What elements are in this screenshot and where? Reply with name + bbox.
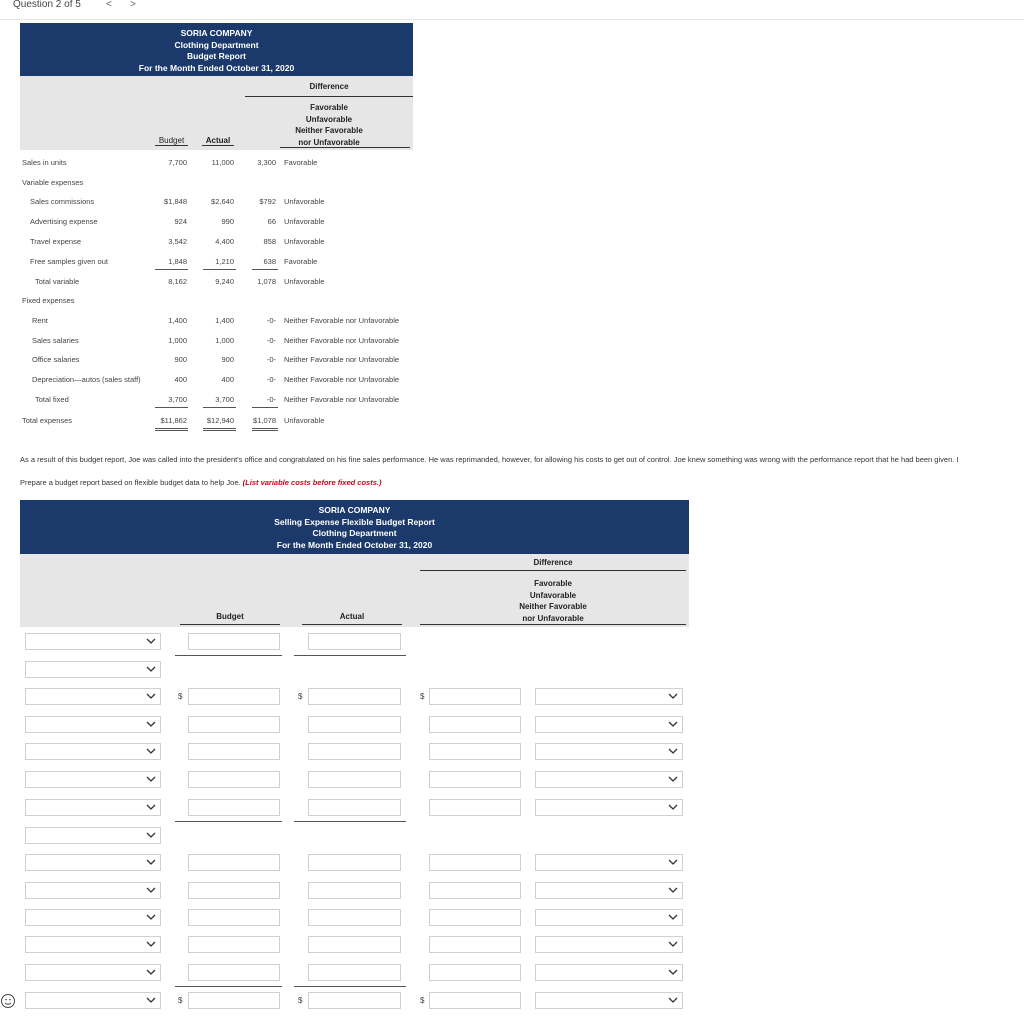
next-question-button[interactable]: > <box>130 0 136 10</box>
row-status: Neither Favorable nor Unfavorable <box>284 395 400 404</box>
flex-col-actual-header: Actual <box>339 612 365 621</box>
flex-diff-unfavorable: Unfavorable <box>529 590 577 600</box>
flex-diff-favorable: Favorable <box>534 579 572 588</box>
chevron-down-icon <box>668 802 678 812</box>
row-budget-value: 3,542 <box>168 237 187 246</box>
row-label: Variable expenses <box>22 178 84 187</box>
sum-underline <box>175 821 282 822</box>
difference-amount-input[interactable] <box>429 882 521 899</box>
row-label: Office salaries <box>32 355 80 364</box>
row-actual-value: 3,700 <box>215 395 234 404</box>
row-status: Neither Favorable nor Unfavorable <box>284 336 400 345</box>
report-title: Budget Report <box>186 51 247 61</box>
row-budget-value: 1,848 <box>168 257 187 266</box>
budget-amount-input[interactable] <box>188 716 280 733</box>
row-actual-value: 4,400 <box>215 237 234 246</box>
difference-status-dropdown[interactable] <box>535 936 683 953</box>
flex-report-title: Selling Expense Flexible Budget Report <box>274 516 435 527</box>
actual-amount-input[interactable] <box>308 633 401 650</box>
chevron-down-icon <box>146 857 156 867</box>
row-budget-value: 400 <box>174 375 187 384</box>
row-diff-value: 858 <box>263 237 276 246</box>
total-double-underline <box>252 430 278 431</box>
sum-underline <box>252 269 278 270</box>
actual-amount-input[interactable] <box>308 909 401 926</box>
row-status: Neither Favorable nor Unfavorable <box>284 375 400 384</box>
currency-symbol: $ <box>420 996 425 1005</box>
actual-amount-input[interactable] <box>308 771 401 788</box>
chevron-down-icon <box>146 995 156 1005</box>
sum-underline <box>294 655 406 656</box>
total-double-underline <box>155 428 188 429</box>
instruction-hint: (List variable costs before fixed costs.) <box>242 478 382 487</box>
budget-amount-input[interactable] <box>188 854 280 871</box>
row-label-dropdown[interactable] <box>25 799 161 816</box>
row-label-dropdown[interactable] <box>25 882 161 899</box>
col-budget-header: Budget <box>155 136 188 146</box>
diff-favorable: Favorable <box>310 103 348 112</box>
question-counter: Question 2 of 5 <box>13 0 81 10</box>
instruction-text: Prepare a budget report based on flexible budget data to help Joe. <box>20 478 241 487</box>
row-actual-value: 400 <box>221 375 234 384</box>
difference-header: Difference <box>309 82 349 91</box>
row-actual-value: $12,940 <box>206 416 234 425</box>
row-label: Sales in units <box>22 158 67 167</box>
chevron-down-icon <box>668 691 678 701</box>
difference-status-dropdown[interactable] <box>535 688 683 705</box>
difference-amount-input[interactable] <box>429 799 521 816</box>
budget-amount-input[interactable] <box>188 771 280 788</box>
row-actual-value: 1,210 <box>215 257 234 266</box>
sum-underline <box>252 407 278 408</box>
sum-underline <box>294 986 406 987</box>
diff-nor: nor Unfavorable <box>298 137 360 147</box>
currency-symbol: $ <box>298 692 303 701</box>
flex-difference-header: Difference <box>533 558 573 567</box>
chevron-down-icon <box>146 719 156 729</box>
difference-amount-input[interactable] <box>429 771 521 788</box>
company-name: SORIA COMPANY <box>180 28 253 38</box>
diff-unfavorable: Unfavorable <box>305 114 353 124</box>
budget-amount-input[interactable] <box>188 799 280 816</box>
col-actual-header: Actual <box>202 136 234 146</box>
row-label-dropdown[interactable] <box>25 854 161 871</box>
row-label: Total variable <box>35 277 80 286</box>
chevron-down-icon <box>146 885 156 895</box>
difference-status-dropdown[interactable] <box>535 909 683 926</box>
row-actual-value: 900 <box>221 355 234 364</box>
total-double-underline <box>203 428 236 429</box>
row-diff-value: -0- <box>266 336 276 345</box>
row-status: Favorable <box>284 257 318 266</box>
sum-underline <box>175 655 282 656</box>
row-diff-value: $1,078 <box>253 416 276 425</box>
difference-status-dropdown[interactable] <box>535 964 683 981</box>
budget-amount-input[interactable] <box>188 909 280 926</box>
row-label-dropdown[interactable] <box>25 992 161 1009</box>
row-diff-value: -0- <box>266 375 276 384</box>
row-label: Sales commissions <box>30 197 95 206</box>
row-diff-value: 1,078 <box>257 277 276 286</box>
difference-amount-input[interactable] <box>429 964 521 981</box>
budget-amount-input[interactable] <box>188 743 280 760</box>
chevron-down-icon <box>146 636 156 646</box>
divider <box>245 96 413 97</box>
currency-symbol: $ <box>298 996 303 1005</box>
chevron-down-icon <box>668 746 678 756</box>
sum-underline <box>155 407 188 408</box>
row-diff-value: 638 <box>263 257 276 266</box>
total-double-underline <box>203 430 236 431</box>
sum-underline <box>155 269 188 270</box>
row-budget-value: 3,700 <box>168 395 187 404</box>
difference-subheader <box>245 102 413 148</box>
budget-amount-input[interactable] <box>188 992 280 1009</box>
row-diff-value: 66 <box>267 217 276 226</box>
row-status: Unfavorable <box>284 197 325 206</box>
difference-status-dropdown[interactable] <box>535 771 683 788</box>
helper-face-icon[interactable] <box>0 993 16 1009</box>
row-label-dropdown[interactable] <box>25 936 161 953</box>
row-label-dropdown[interactable] <box>25 661 161 678</box>
difference-amount-input[interactable] <box>429 854 521 871</box>
row-actual-value: 9,240 <box>215 277 234 286</box>
difference-amount-input[interactable] <box>429 688 521 705</box>
budget-amount-input[interactable] <box>188 936 280 953</box>
row-actual-value: 1,400 <box>215 316 234 325</box>
sum-underline <box>203 269 236 270</box>
difference-status-dropdown[interactable] <box>535 716 683 733</box>
difference-status-dropdown[interactable] <box>535 882 683 899</box>
top-nav-bar <box>0 0 1024 20</box>
divider <box>302 624 402 625</box>
flex-diff-neither: Neither Favorable <box>519 602 587 611</box>
row-budget-value: 900 <box>174 355 187 364</box>
row-diff-value: 3,300 <box>257 158 276 167</box>
row-budget-value: $11,862 <box>160 416 187 425</box>
chevron-down-icon <box>668 885 678 895</box>
report-period: For the Month Ended October 31, 2020 <box>138 62 295 73</box>
chevron-down-icon <box>668 857 678 867</box>
row-status: Unfavorable <box>284 416 325 425</box>
row-label: Fixed expenses <box>22 296 75 305</box>
chevron-down-icon <box>668 939 678 949</box>
chevron-down-icon <box>668 719 678 729</box>
row-budget-value: 7,700 <box>168 158 187 167</box>
actual-amount-input[interactable] <box>308 743 401 760</box>
chevron-down-icon <box>146 691 156 701</box>
row-budget-value: 924 <box>174 217 187 226</box>
difference-status-dropdown[interactable] <box>535 799 683 816</box>
chevron-down-icon <box>668 774 678 784</box>
department-name: Clothing Department <box>174 39 259 50</box>
currency-symbol: $ <box>178 692 183 701</box>
row-budget-value: 1,000 <box>168 336 187 345</box>
budget-amount-input[interactable] <box>188 633 280 650</box>
row-label-dropdown[interactable] <box>25 827 161 844</box>
chevron-down-icon <box>668 912 678 922</box>
actual-amount-input[interactable] <box>308 854 401 871</box>
row-actual-value: 11,000 <box>211 158 234 167</box>
row-label-dropdown[interactable] <box>25 771 161 788</box>
total-double-underline <box>252 428 278 429</box>
total-double-underline <box>155 430 188 431</box>
chevron-down-icon <box>146 664 156 674</box>
actual-amount-input[interactable] <box>308 992 401 1009</box>
chevron-down-icon <box>668 995 678 1005</box>
row-diff-value: -0- <box>266 395 276 404</box>
difference-amount-input[interactable] <box>429 716 521 733</box>
diff-neither: Neither Favorable <box>295 126 363 135</box>
difference-status-dropdown[interactable] <box>535 992 683 1009</box>
difference-status-dropdown[interactable] <box>535 743 683 760</box>
chevron-down-icon <box>146 774 156 784</box>
row-diff-value: -0- <box>266 355 276 364</box>
chevron-down-icon <box>146 830 156 840</box>
difference-amount-input[interactable] <box>429 743 521 760</box>
chevron-down-icon <box>146 967 156 977</box>
divider <box>280 147 410 148</box>
divider <box>420 624 686 625</box>
row-label-dropdown[interactable] <box>25 909 161 926</box>
row-diff-value: $792 <box>259 197 276 206</box>
row-label: Sales salaries <box>32 336 79 345</box>
chevron-down-icon <box>146 912 156 922</box>
row-label-dropdown[interactable] <box>25 716 161 733</box>
chevron-down-icon <box>146 746 156 756</box>
budget-amount-input[interactable] <box>188 688 280 705</box>
instruction-paragraph <box>20 478 381 487</box>
budget-report-header <box>20 23 413 76</box>
difference-amount-input[interactable] <box>429 936 521 953</box>
currency-symbol: $ <box>178 996 183 1005</box>
row-status: Neither Favorable nor Unfavorable <box>284 316 400 325</box>
difference-amount-input[interactable] <box>429 909 521 926</box>
sum-underline <box>175 986 282 987</box>
row-label-dropdown[interactable] <box>25 688 161 705</box>
divider <box>420 570 686 571</box>
row-label-dropdown[interactable] <box>25 633 161 650</box>
sum-underline <box>203 407 236 408</box>
flex-report-period: For the Month Ended October 31, 2020 <box>276 539 433 550</box>
row-status: Favorable <box>284 158 318 167</box>
flex-col-budget-header: Budget <box>216 612 244 621</box>
row-budget-value: 8,162 <box>168 277 187 286</box>
flex-department-name: Clothing Department <box>312 528 397 538</box>
budget-amount-input[interactable] <box>188 964 280 981</box>
row-label: Total fixed <box>35 395 69 404</box>
divider <box>180 624 280 625</box>
row-actual-value: 1,000 <box>215 336 234 345</box>
actual-amount-input[interactable] <box>308 882 401 899</box>
row-label: Advertising expense <box>30 217 98 226</box>
budget-amount-input[interactable] <box>188 882 280 899</box>
row-label: Rent <box>32 316 48 325</box>
difference-amount-input[interactable] <box>429 992 521 1009</box>
chevron-down-icon <box>146 939 156 949</box>
actual-amount-input[interactable] <box>308 964 401 981</box>
row-diff-value: -0- <box>266 316 276 325</box>
flex-diff-nor: nor Unfavorable <box>522 613 584 623</box>
row-actual-value: $2,640 <box>211 197 234 206</box>
row-label-dropdown[interactable] <box>25 743 161 760</box>
actual-amount-input[interactable] <box>308 716 401 733</box>
row-budget-value: 1,400 <box>168 316 187 325</box>
scenario-paragraph: As a result of this budget report, Joe was called into the president's office and congratulated on his fine sales performance. He was reprimanded, however, for allowing his costs to get out of control. Joe knew something was wrong with the performance report that he had been given. I <box>20 455 959 464</box>
row-status: Neither Favorable nor Unfavorable <box>284 355 400 364</box>
flex-company-name: SORIA COMPANY <box>318 505 391 515</box>
sum-underline <box>294 821 406 822</box>
row-label: Total expenses <box>22 416 73 425</box>
row-status: Unfavorable <box>284 277 325 286</box>
row-status: Unfavorable <box>284 217 325 226</box>
actual-amount-input[interactable] <box>308 799 401 816</box>
actual-amount-input[interactable] <box>308 688 401 705</box>
chevron-down-icon <box>668 967 678 977</box>
flex-report-header <box>20 500 689 554</box>
row-actual-value: 990 <box>221 217 234 226</box>
difference-status-dropdown[interactable] <box>535 854 683 871</box>
row-status: Unfavorable <box>284 237 325 246</box>
row-label: Travel expense <box>30 237 81 246</box>
row-label-dropdown[interactable] <box>25 964 161 981</box>
flex-difference-subheader <box>420 578 686 624</box>
row-label: Depreciation—autos (sales staff) <box>32 375 141 384</box>
row-budget-value: $1,848 <box>164 197 187 206</box>
chevron-down-icon <box>146 802 156 812</box>
row-label: Free samples given out <box>30 257 108 266</box>
prev-question-button[interactable]: < <box>106 0 112 10</box>
currency-symbol: $ <box>420 692 425 701</box>
actual-amount-input[interactable] <box>308 936 401 953</box>
